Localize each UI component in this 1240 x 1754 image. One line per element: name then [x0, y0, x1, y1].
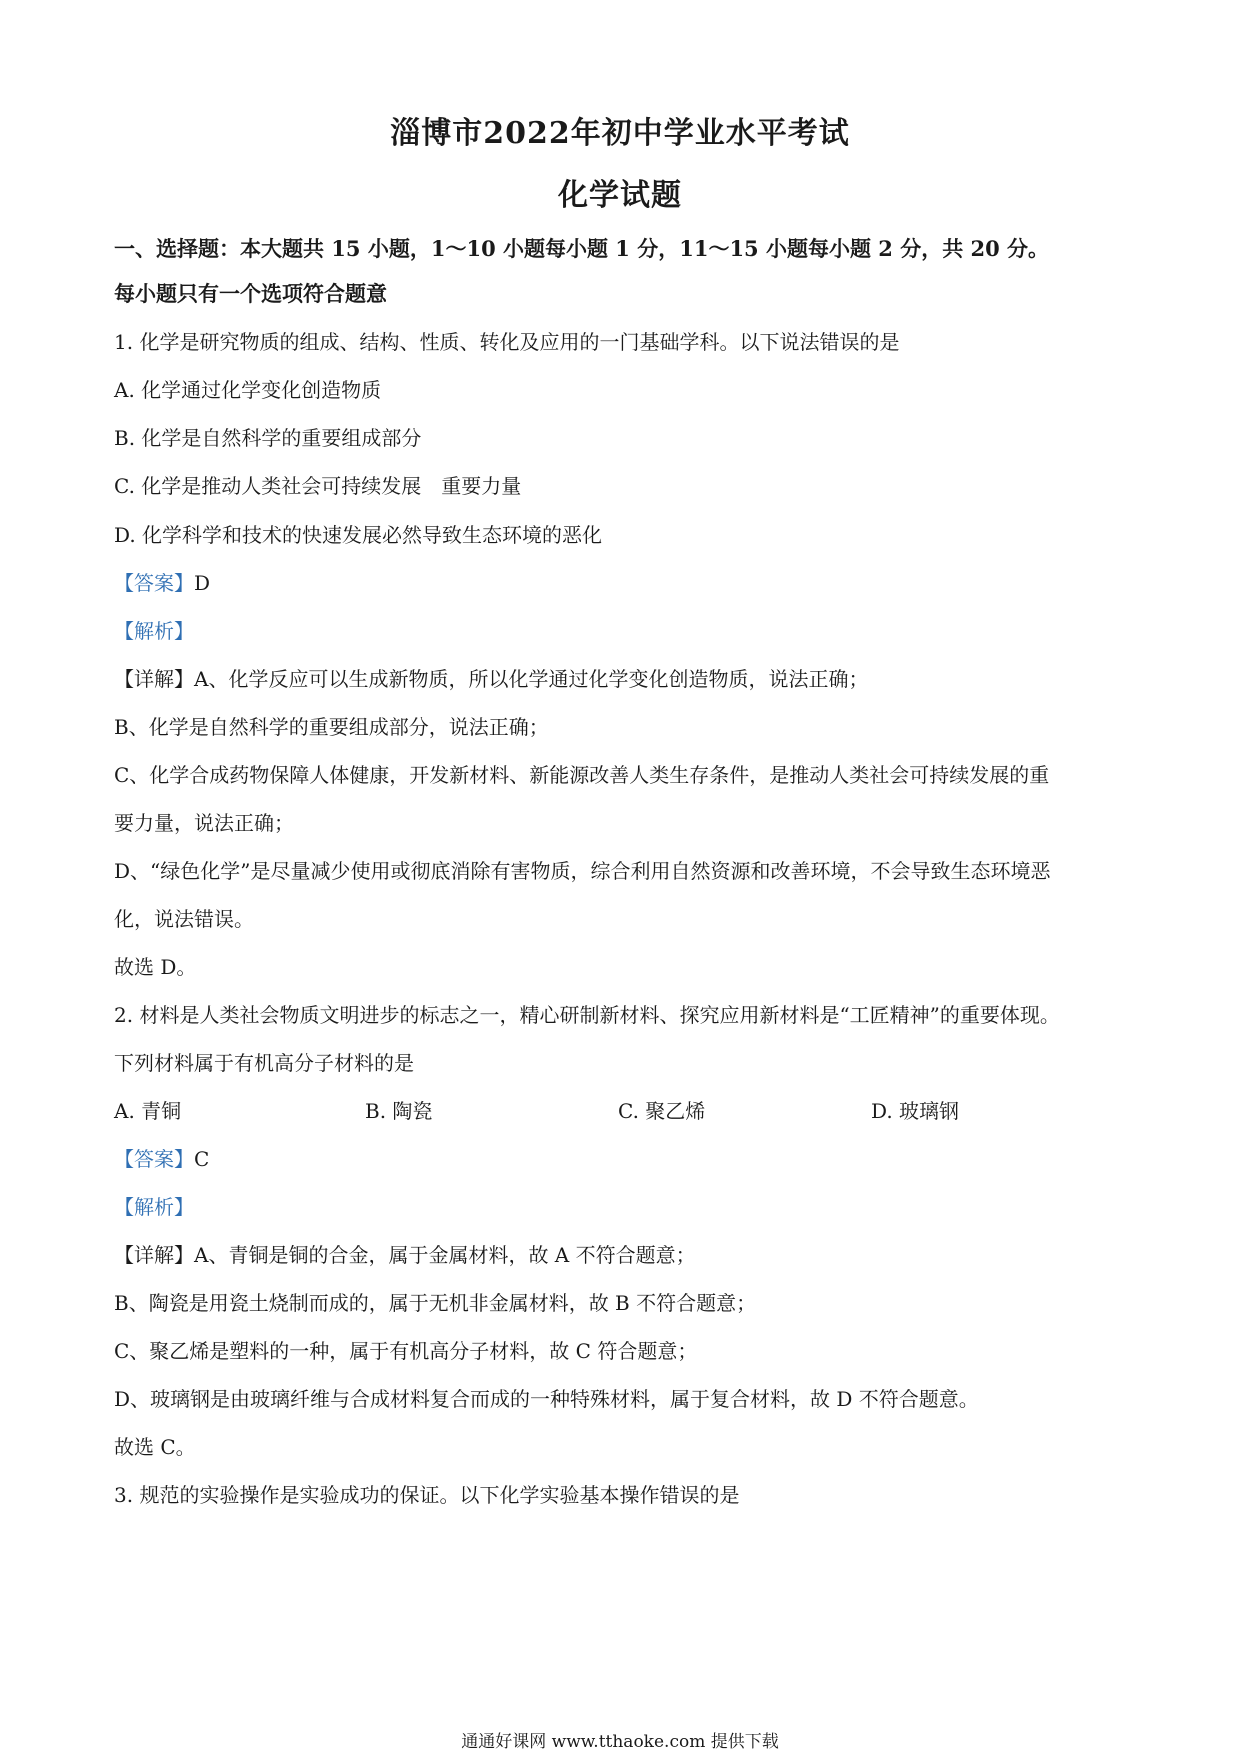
page-footer: 通通好课网 www.tthaoke.com 提供下载: [461, 1732, 779, 1752]
q2-conclusion: 故选 C。: [114, 1435, 196, 1459]
q1-option-a: A. 化学通过化学变化创造物质: [114, 378, 382, 402]
q2-detail-4: D、玻璃钢是由玻璃纤维与合成材料复合而成的一种特殊材料，属于复合材料，故 D 不符合题意。: [114, 1387, 979, 1411]
q2-detail-3: C、聚乙烯是塑料的一种，属于有机高分子材料，故 C 符合题意；: [114, 1339, 698, 1363]
q1-detail-3: C、化学合成药物保障人体健康，开发新材料、新能源改善人类生存条件，是推动人类社会可持续发展的重: [114, 763, 1050, 787]
page-title: 淄博市2022年初中学业水平考试: [390, 116, 850, 151]
q1-detail-4: 要力量，说法正确；: [114, 811, 294, 835]
q2-detail-2: B、陶瓷是用瓷土烧制而成的，属于无机非金属材料，故 B 不符合题意；: [114, 1291, 757, 1315]
q1-option-c: C. 化学是推动人类社会可持续发展 重要力量: [114, 474, 522, 498]
q2-stem-line2: 下列材料属于有机高分子材料的是: [114, 1051, 414, 1075]
q1-option-b: B. 化学是自然科学的重要组成部分: [114, 426, 422, 450]
q1-conclusion: 故选 D。: [114, 955, 197, 979]
answer-value: C: [194, 1147, 210, 1171]
answer-label: 【答案】: [114, 571, 194, 595]
q1-analysis-label: 【解析】: [114, 619, 194, 643]
answer-value: D: [194, 571, 211, 595]
q1-detail-2: B、化学是自然科学的重要组成部分，说法正确；: [114, 715, 549, 739]
page-subtitle: 化学试题: [558, 178, 682, 213]
q1-answer: [114, 570, 1134, 596]
q1-option-d: D. 化学科学和技术的快速发展必然导致生态环境的恶化: [114, 523, 603, 547]
q2-stem-line1: 2. 材料是人类社会物质文明进步的标志之一，精心研制新材料、探究应用新材料是“工匠精神”的重要体现。: [114, 1003, 1060, 1027]
q1-detail-1: 【详解】A、化学反应可以生成新物质，所以化学通过化学变化创造物质，说法正确；: [114, 667, 869, 691]
q2-option-b: B. 陶瓷: [365, 1099, 433, 1123]
q3-stem: 3. 规范的实验操作是实验成功的保证。以下化学实验基本操作错误的是: [114, 1483, 740, 1507]
q2-analysis-label: 【解析】: [114, 1195, 194, 1219]
q2-answer: [114, 1146, 1134, 1172]
answer-label: 【答案】: [114, 1147, 194, 1171]
q2-detail-1: 【详解】A、青铜是铜的合金，属于金属材料，故 A 不符合题意；: [114, 1243, 696, 1267]
q2-option-d: D. 玻璃钢: [871, 1099, 960, 1123]
q1-detail-6: 化，说法错误。: [114, 907, 254, 931]
section-heading-line2: 每小题只有一个选项符合题意: [114, 281, 387, 306]
q2-option-a: A. 青铜: [114, 1099, 182, 1123]
section-heading-line1: 一、选择题：本大题共 15 小题，1～10 小题每小题 1 分，11～15 小题每小题 2 分，共 20 分。: [114, 236, 1050, 261]
q2-option-c: C. 聚乙烯: [618, 1099, 706, 1123]
q1-stem: 1. 化学是研究物质的组成、结构、性质、转化及应用的一门基础学科。以下说法错误的是: [114, 330, 900, 354]
q1-detail-5: D、“绿色化学”是尽量减少使用或彻底消除有害物质，综合利用自然资源和改善环境，不会导致生态环境恶: [114, 859, 1051, 883]
